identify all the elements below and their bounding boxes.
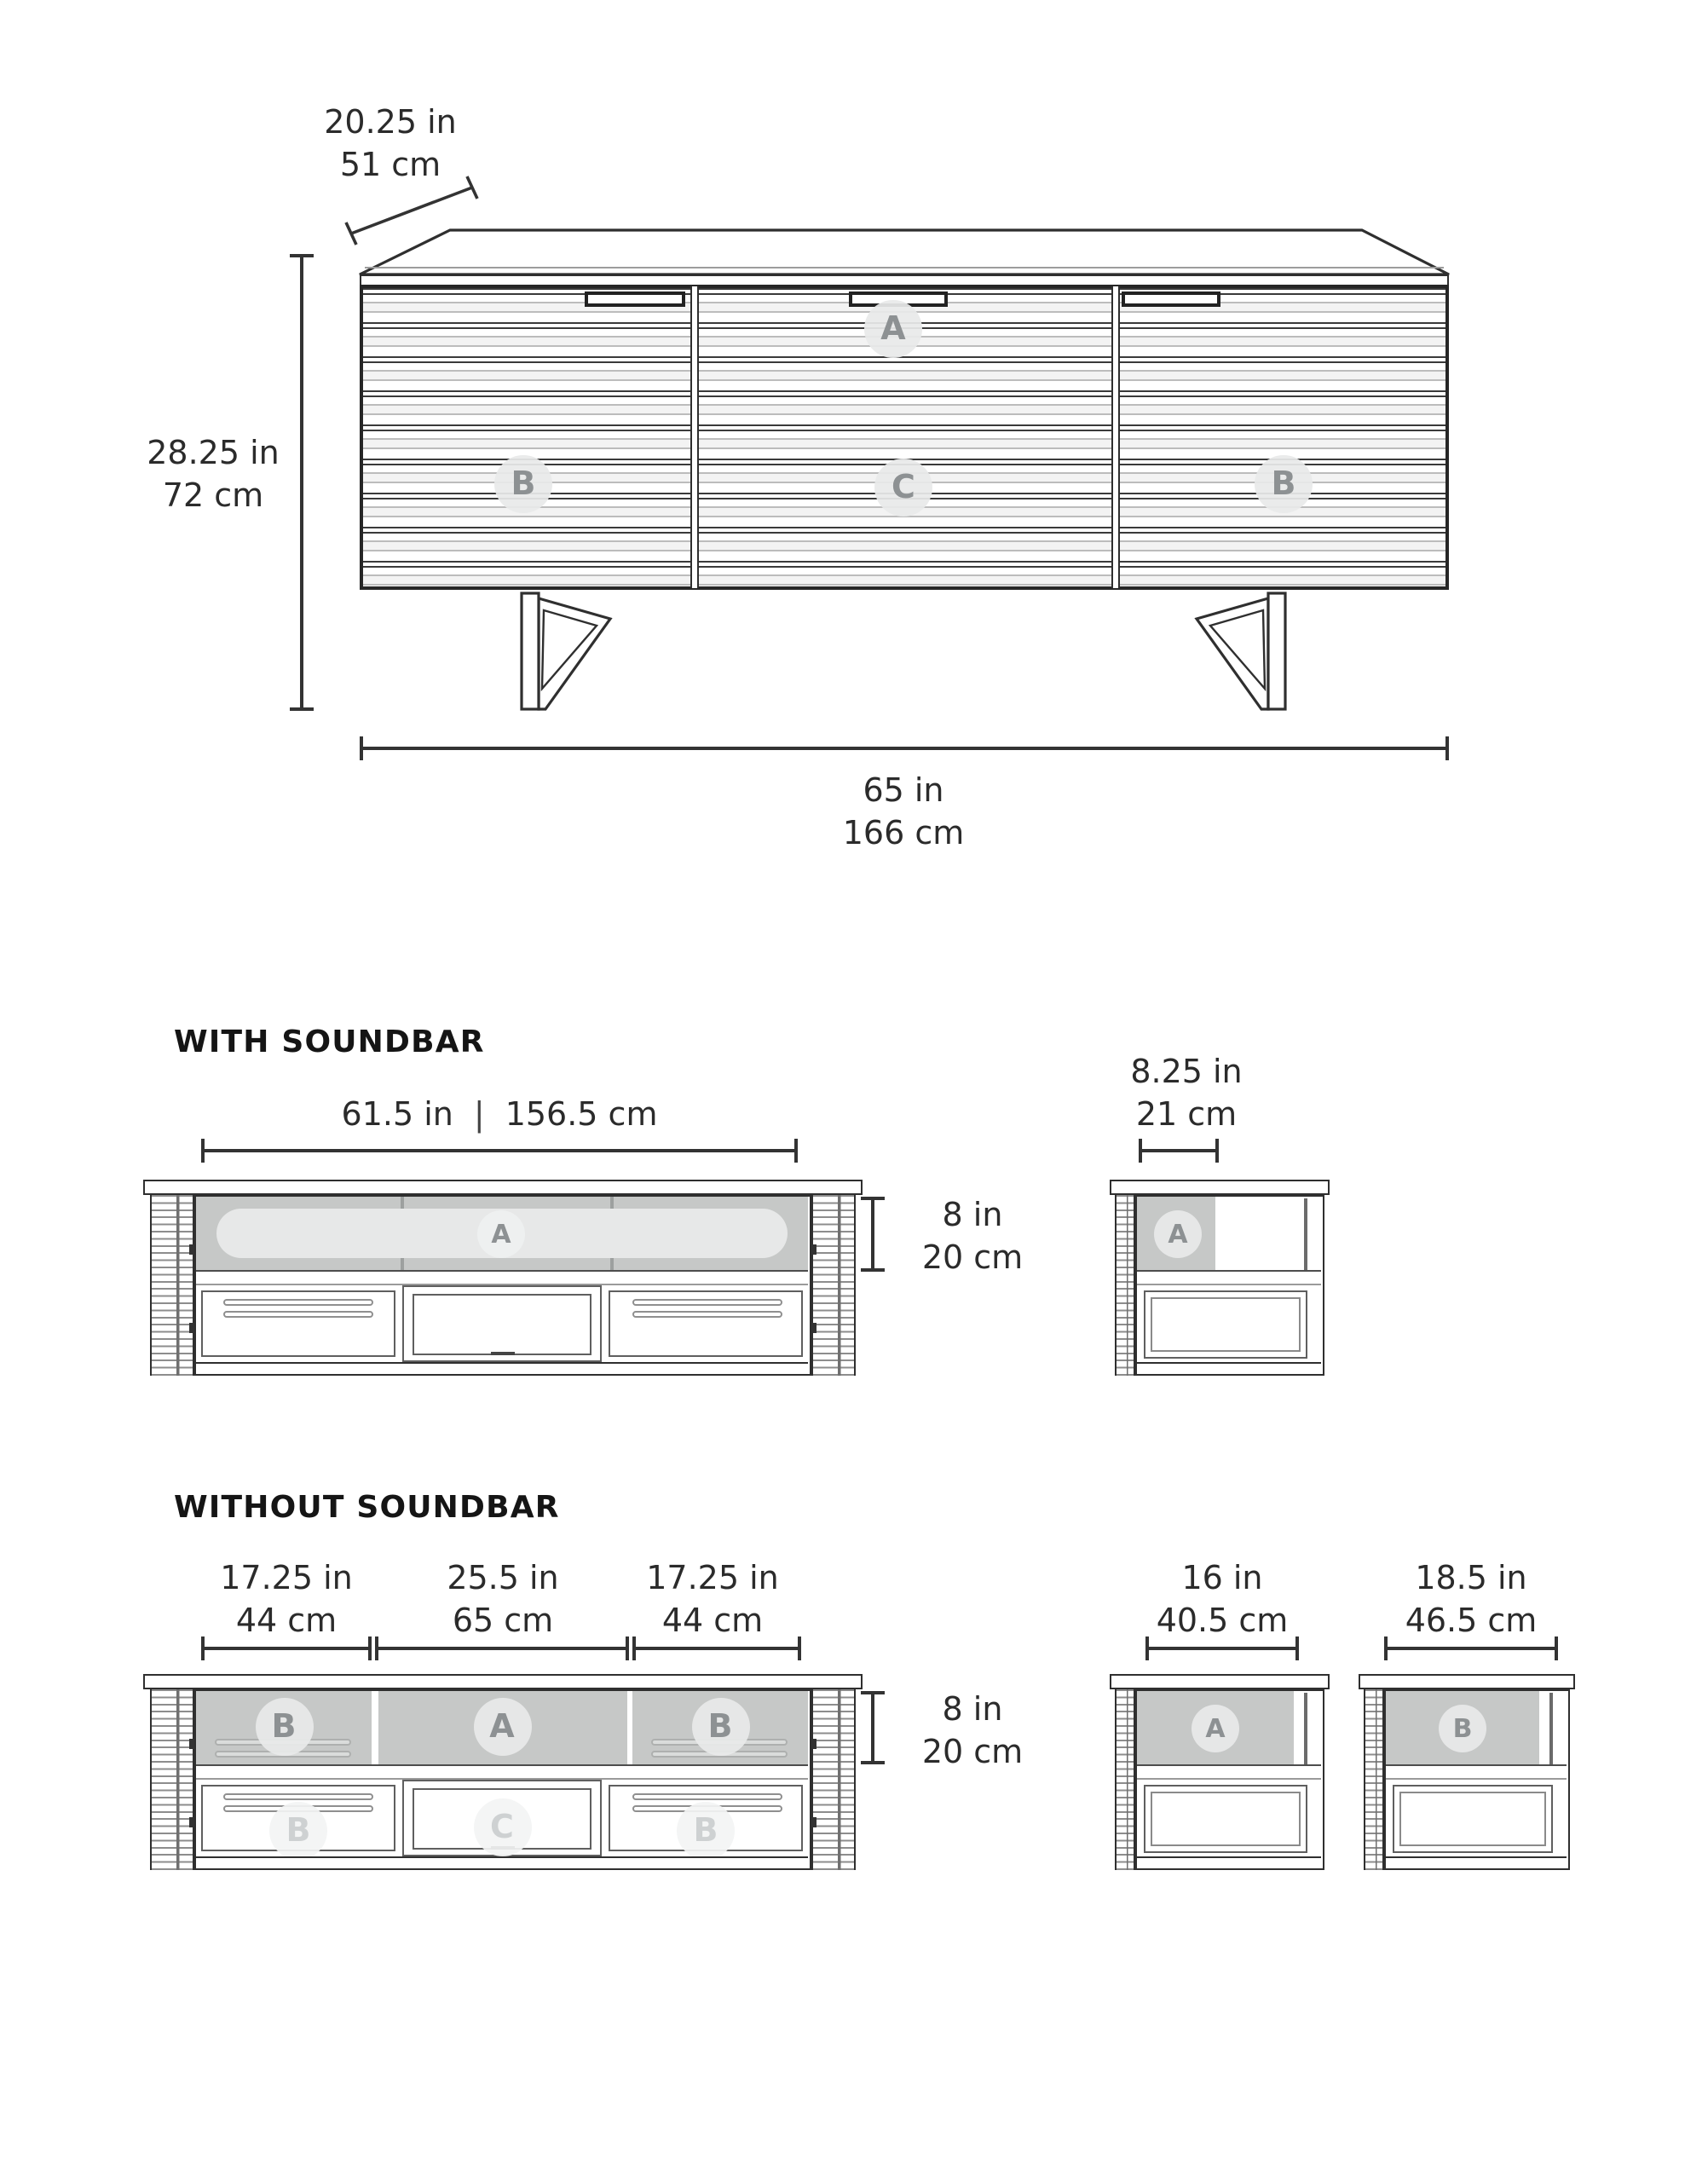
back-panel-line [1549, 1693, 1552, 1764]
badge-compartment-a [864, 300, 922, 358]
ws-lower-media-bay [402, 1285, 602, 1362]
main-width-in: 65 in [863, 772, 944, 810]
badge-b-left-letter: B [511, 465, 536, 503]
ws-front-shelf [196, 1270, 808, 1285]
drop-door-handle [491, 1351, 515, 1355]
wos-side-a-dim-line [1145, 1647, 1299, 1650]
wos-height-cm: 20 cm [921, 1734, 1024, 1771]
wos-front-shelf [196, 1764, 808, 1780]
ws-front-body [194, 1195, 811, 1376]
ws-front-right-slat-end-panel [811, 1195, 856, 1376]
vent-slot [632, 1793, 782, 1800]
vent-slot [223, 1299, 373, 1306]
door-divider-left [690, 286, 699, 588]
wos-front-body [194, 1689, 811, 1870]
back-panel-line [1304, 1198, 1307, 1270]
wos-front-right-slat-end-panel [811, 1689, 856, 1870]
without-soundbar-section [0, 1466, 1708, 2182]
vent-slot [632, 1299, 782, 1306]
wos-front-view [150, 1674, 856, 1870]
wos-lower-left-door [201, 1785, 395, 1851]
ws-width-cm: 156.5 cm [505, 1096, 658, 1134]
ws-compartment-height-dim-line [871, 1197, 874, 1272]
ws-front-plinth [196, 1362, 808, 1372]
wos-side-b-in: 18.5 in [1415, 1560, 1527, 1597]
ws-side-lower-compartment [1144, 1290, 1307, 1359]
wos-side-b-door-outline [1399, 1792, 1546, 1846]
ws-media-bay-drop-door [413, 1294, 591, 1355]
wos-ghost-badge-b-left [269, 1802, 327, 1860]
ws-soundbar-compartment [196, 1197, 808, 1270]
wos-compartment-height-label [900, 1689, 1045, 1775]
wos-dim-line-right [632, 1647, 801, 1650]
wos-side-b-lower-compartment [1393, 1785, 1553, 1853]
main-height-cm: 72 cm [162, 477, 264, 515]
wos-top-compartment-a [378, 1691, 626, 1764]
with-soundbar-section [0, 955, 1708, 1466]
ws-compartment-height-label [900, 1195, 1045, 1280]
depth-dim-line [351, 188, 472, 234]
wos-height-in: 8 in [942, 1691, 1003, 1729]
ws-side-depth-cm: 21 cm [1135, 1096, 1238, 1134]
wos-front-lower-section [196, 1780, 808, 1856]
wos-side-a-door-outline [1151, 1792, 1301, 1846]
ws-side-badge-letter: A [1168, 1218, 1188, 1249]
ws-width-dim-line [201, 1149, 798, 1152]
wos-top-compartment-b-left [196, 1691, 372, 1764]
wos-front-plinth [196, 1856, 808, 1867]
wos-side-view-b [1364, 1674, 1570, 1870]
wos-ghost-b-left-letter: B [286, 1812, 311, 1850]
wos-ghost-badge-c [473, 1798, 531, 1856]
ws-front-top-rim [143, 1180, 863, 1195]
wos-side-a-body [1135, 1689, 1324, 1870]
ws-front-badge-a [477, 1209, 525, 1257]
ws-front-left-slat-end-panel [150, 1195, 194, 1376]
wos-badge-b-right [691, 1698, 749, 1756]
ws-front-lower-section [196, 1285, 808, 1362]
main-width-cm: 166 cm [842, 815, 965, 852]
ws-front-badge-letter: A [491, 1218, 511, 1249]
wos-dim-left-in: 17.25 in [220, 1560, 353, 1597]
wos-side-a-slat-end-panel [1115, 1689, 1135, 1870]
ws-side-depth-label [1084, 1052, 1289, 1137]
wos-side-b-top-rim [1359, 1674, 1575, 1689]
ws-side-slat-end-panel [1115, 1195, 1135, 1376]
left-leg-post [522, 593, 539, 709]
main-depth-in: 20.25 in [324, 104, 457, 141]
ws-height-in: 8 in [942, 1197, 1003, 1234]
wos-side-b-shelf [1386, 1764, 1567, 1780]
main-depth-cm: 51 cm [339, 147, 441, 184]
wos-dim-right-in: 17.25 in [646, 1560, 779, 1597]
ws-side-body [1135, 1195, 1324, 1376]
wos-dim-center-cm: 65 cm [452, 1602, 554, 1640]
wos-side-a-badge [1192, 1704, 1239, 1752]
wos-dim-left-cm: 44 cm [235, 1602, 338, 1640]
wos-side-b-cm: 46.5 cm [1405, 1602, 1538, 1640]
left-door-pull [585, 292, 685, 307]
ws-lower-right-door [609, 1290, 803, 1357]
main-width-dim-label [776, 771, 1031, 856]
badge-compartment-b-right [1255, 455, 1313, 513]
wos-dim-right [610, 1558, 815, 1643]
wos-side-view-a [1115, 1674, 1324, 1870]
wos-side-a-in: 16 in [1181, 1560, 1263, 1597]
badge-c-letter: C [892, 469, 915, 506]
badge-compartment-c [874, 459, 932, 517]
ws-side-door-outline [1151, 1297, 1301, 1352]
wos-side-b-slat-end-panel [1364, 1689, 1384, 1870]
wos-ghost-b-right-letter: B [693, 1812, 718, 1850]
wos-compartment-height-dim-line [871, 1691, 874, 1764]
ws-side-top-rim [1110, 1180, 1330, 1195]
badge-b-right-letter: B [1271, 465, 1296, 503]
wos-lower-right-door [609, 1785, 803, 1851]
ws-side-depth-in: 8.25 in [1130, 1053, 1243, 1091]
ws-side-badge-a [1154, 1209, 1202, 1257]
ws-lower-left-door [201, 1290, 395, 1357]
wos-ghost-c-letter: C [490, 1809, 514, 1846]
ws-width-separator: | [473, 1096, 485, 1134]
right-door-pull [1122, 292, 1220, 307]
vent-slot [223, 1311, 373, 1318]
vent-slot [223, 1793, 373, 1800]
ws-width-in: 61.5 in [341, 1096, 453, 1134]
with-soundbar-heading: WITH SOUNDBAR [174, 1025, 485, 1060]
wos-badge-a [473, 1698, 531, 1756]
wos-side-a-depth-label [1120, 1558, 1324, 1643]
without-soundbar-heading: WITHOUT SOUNDBAR [174, 1490, 560, 1526]
wos-badge-b-left [255, 1698, 313, 1756]
ws-height-cm: 20 cm [921, 1239, 1024, 1277]
badge-a-letter: A [880, 310, 906, 348]
right-leg-post [1268, 593, 1285, 709]
ws-side-depth-dim-line [1139, 1149, 1219, 1152]
wos-dim-line-left [201, 1647, 372, 1650]
door-divider-right [1111, 286, 1120, 588]
wos-dim-center [401, 1558, 605, 1643]
main-width-dim-line [360, 747, 1449, 750]
wos-side-b-body [1384, 1689, 1570, 1870]
ws-side-shelf [1137, 1270, 1321, 1285]
main-height-in: 28.25 in [147, 435, 280, 472]
wos-dim-right-cm: 44 cm [661, 1602, 764, 1640]
wos-dim-center-in: 25.5 in [447, 1560, 559, 1597]
ws-front-view [150, 1180, 856, 1376]
wos-side-a-shelf [1137, 1764, 1321, 1780]
badge-compartment-b-left [494, 455, 552, 513]
ws-side-plinth [1137, 1362, 1321, 1372]
wos-side-a-lower-compartment [1144, 1785, 1307, 1853]
wos-front-top-rim [143, 1674, 863, 1689]
wos-badge-b-right-letter: B [707, 1708, 733, 1746]
back-panel-line [1304, 1693, 1307, 1764]
vent-slot [632, 1311, 782, 1318]
wos-ghost-badge-b-right [677, 1802, 735, 1860]
wos-side-a-plinth [1137, 1856, 1321, 1867]
wos-front-left-slat-end-panel [150, 1689, 194, 1870]
main-height-dim-label [94, 433, 332, 518]
wos-badge-b-left-letter: B [271, 1708, 297, 1746]
wos-lower-media-bay [402, 1780, 602, 1856]
ws-side-view [1115, 1180, 1324, 1376]
ws-width-dim-label [278, 1096, 721, 1134]
wos-side-a-badge-letter: A [1205, 1712, 1226, 1743]
wos-side-b-badge-letter: B [1452, 1712, 1473, 1743]
wos-top-compartment-b-right [632, 1691, 808, 1764]
wos-side-b-badge [1439, 1704, 1486, 1752]
wos-side-a-top-rim [1110, 1674, 1330, 1689]
main-three-quarter-view [0, 0, 1708, 955]
wos-dim-left [184, 1558, 389, 1643]
wos-badge-a-letter: A [489, 1708, 515, 1746]
wos-side-b-plinth [1386, 1856, 1567, 1867]
wos-side-b-depth-label [1369, 1558, 1573, 1643]
wos-side-a-cm: 40.5 cm [1156, 1602, 1289, 1640]
wos-side-b-dim-line [1384, 1647, 1558, 1650]
wos-dim-line-center [375, 1647, 629, 1650]
